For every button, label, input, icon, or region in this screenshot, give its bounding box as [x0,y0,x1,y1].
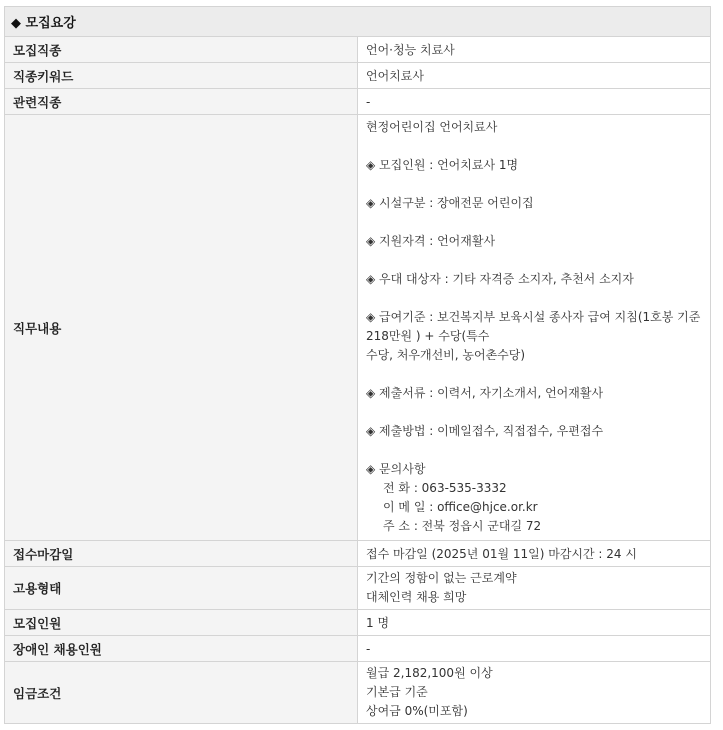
recruitment-summary [4,6,711,724]
employment-type-line2: 대체인력 채용 희망 [366,590,467,604]
duty-preference: ◈ 우대 대상자 : 기타 자격증 소지자, 추천서 소지자 [366,272,634,286]
duty-salary-line1: ◈ 급여기준 : 보건복지부 보육시설 종사자 급여 지침(1호봉 기준 218만원 ) + 수당(특수 [366,310,701,343]
duty-recruit: ◈ 모집인원 : 언어치료사 1명 [366,158,519,172]
table-row [5,662,711,724]
section-header-row [5,7,711,37]
employment-type-label: 고용형태 [5,567,358,610]
duty-contact-phone: 전 화 : 063-535-3332 [383,481,507,495]
wage-line2: 기본급 기준 [366,685,428,699]
table-row [5,37,711,63]
table-row [5,89,711,115]
employment-type-value [358,567,711,610]
table-row [5,636,711,662]
duty-contact-title: ◈ 문의사항 [366,462,426,476]
table-row [5,567,711,610]
table-row [5,541,711,567]
disabled-hire-label: 장애인 채용인원 [5,636,358,662]
table-row [5,63,711,89]
table-row [5,115,711,541]
duty-contact-email: 이 메 일 : office@hjce.or.kr [383,500,538,514]
job-duty-label: 직무내용 [5,115,358,541]
table-row [5,610,711,636]
headcount-value: 1 명 [358,610,711,636]
job-keyword-label: 직종키워드 [5,63,358,89]
job-type-value: 언어·청능 치료사 [358,37,711,63]
employment-type-line1: 기간의 정함이 없는 근로계약 [366,571,517,585]
wage-label: 임금조건 [5,662,358,724]
related-job-value: - [358,89,711,115]
deadline-label: 접수마감일 [5,541,358,567]
headcount-label: 모집인원 [5,610,358,636]
job-duty-content [358,115,711,541]
wage-value [358,662,711,724]
duty-method: ◈ 제출방법 : 이메일접수, 직접접수, 우편접수 [366,424,604,438]
section-title: ◆ 모집요강 [5,7,711,37]
deadline-value: 접수 마감일 (2025년 01월 11일) 마감시간 : 24 시 [358,541,711,567]
duty-facility: ◈ 시설구분 : 장애전문 어린이집 [366,196,534,210]
duty-qualification: ◈ 지원자격 : 언어재활사 [366,234,496,248]
duty-documents: ◈ 제출서류 : 이력서, 자기소개서, 언어재활사 [366,386,604,400]
duty-intro: 현정어린이집 언어치료사 [366,120,498,134]
disabled-hire-value: - [358,636,711,662]
duty-salary-line2: 수당, 처우개선비, 농어촌수당) [366,348,526,362]
job-type-label: 모집직종 [5,37,358,63]
wage-line1: 월급 2,182,100원 이상 [366,666,493,680]
duty-contact-address: 주 소 : 전북 정읍시 군대길 72 [383,519,542,533]
wage-line3: 상여금 0%(미포함) [366,704,468,718]
related-job-label: 관련직종 [5,89,358,115]
job-keyword-value: 언어치료사 [358,63,711,89]
recruitment-table [4,6,711,724]
